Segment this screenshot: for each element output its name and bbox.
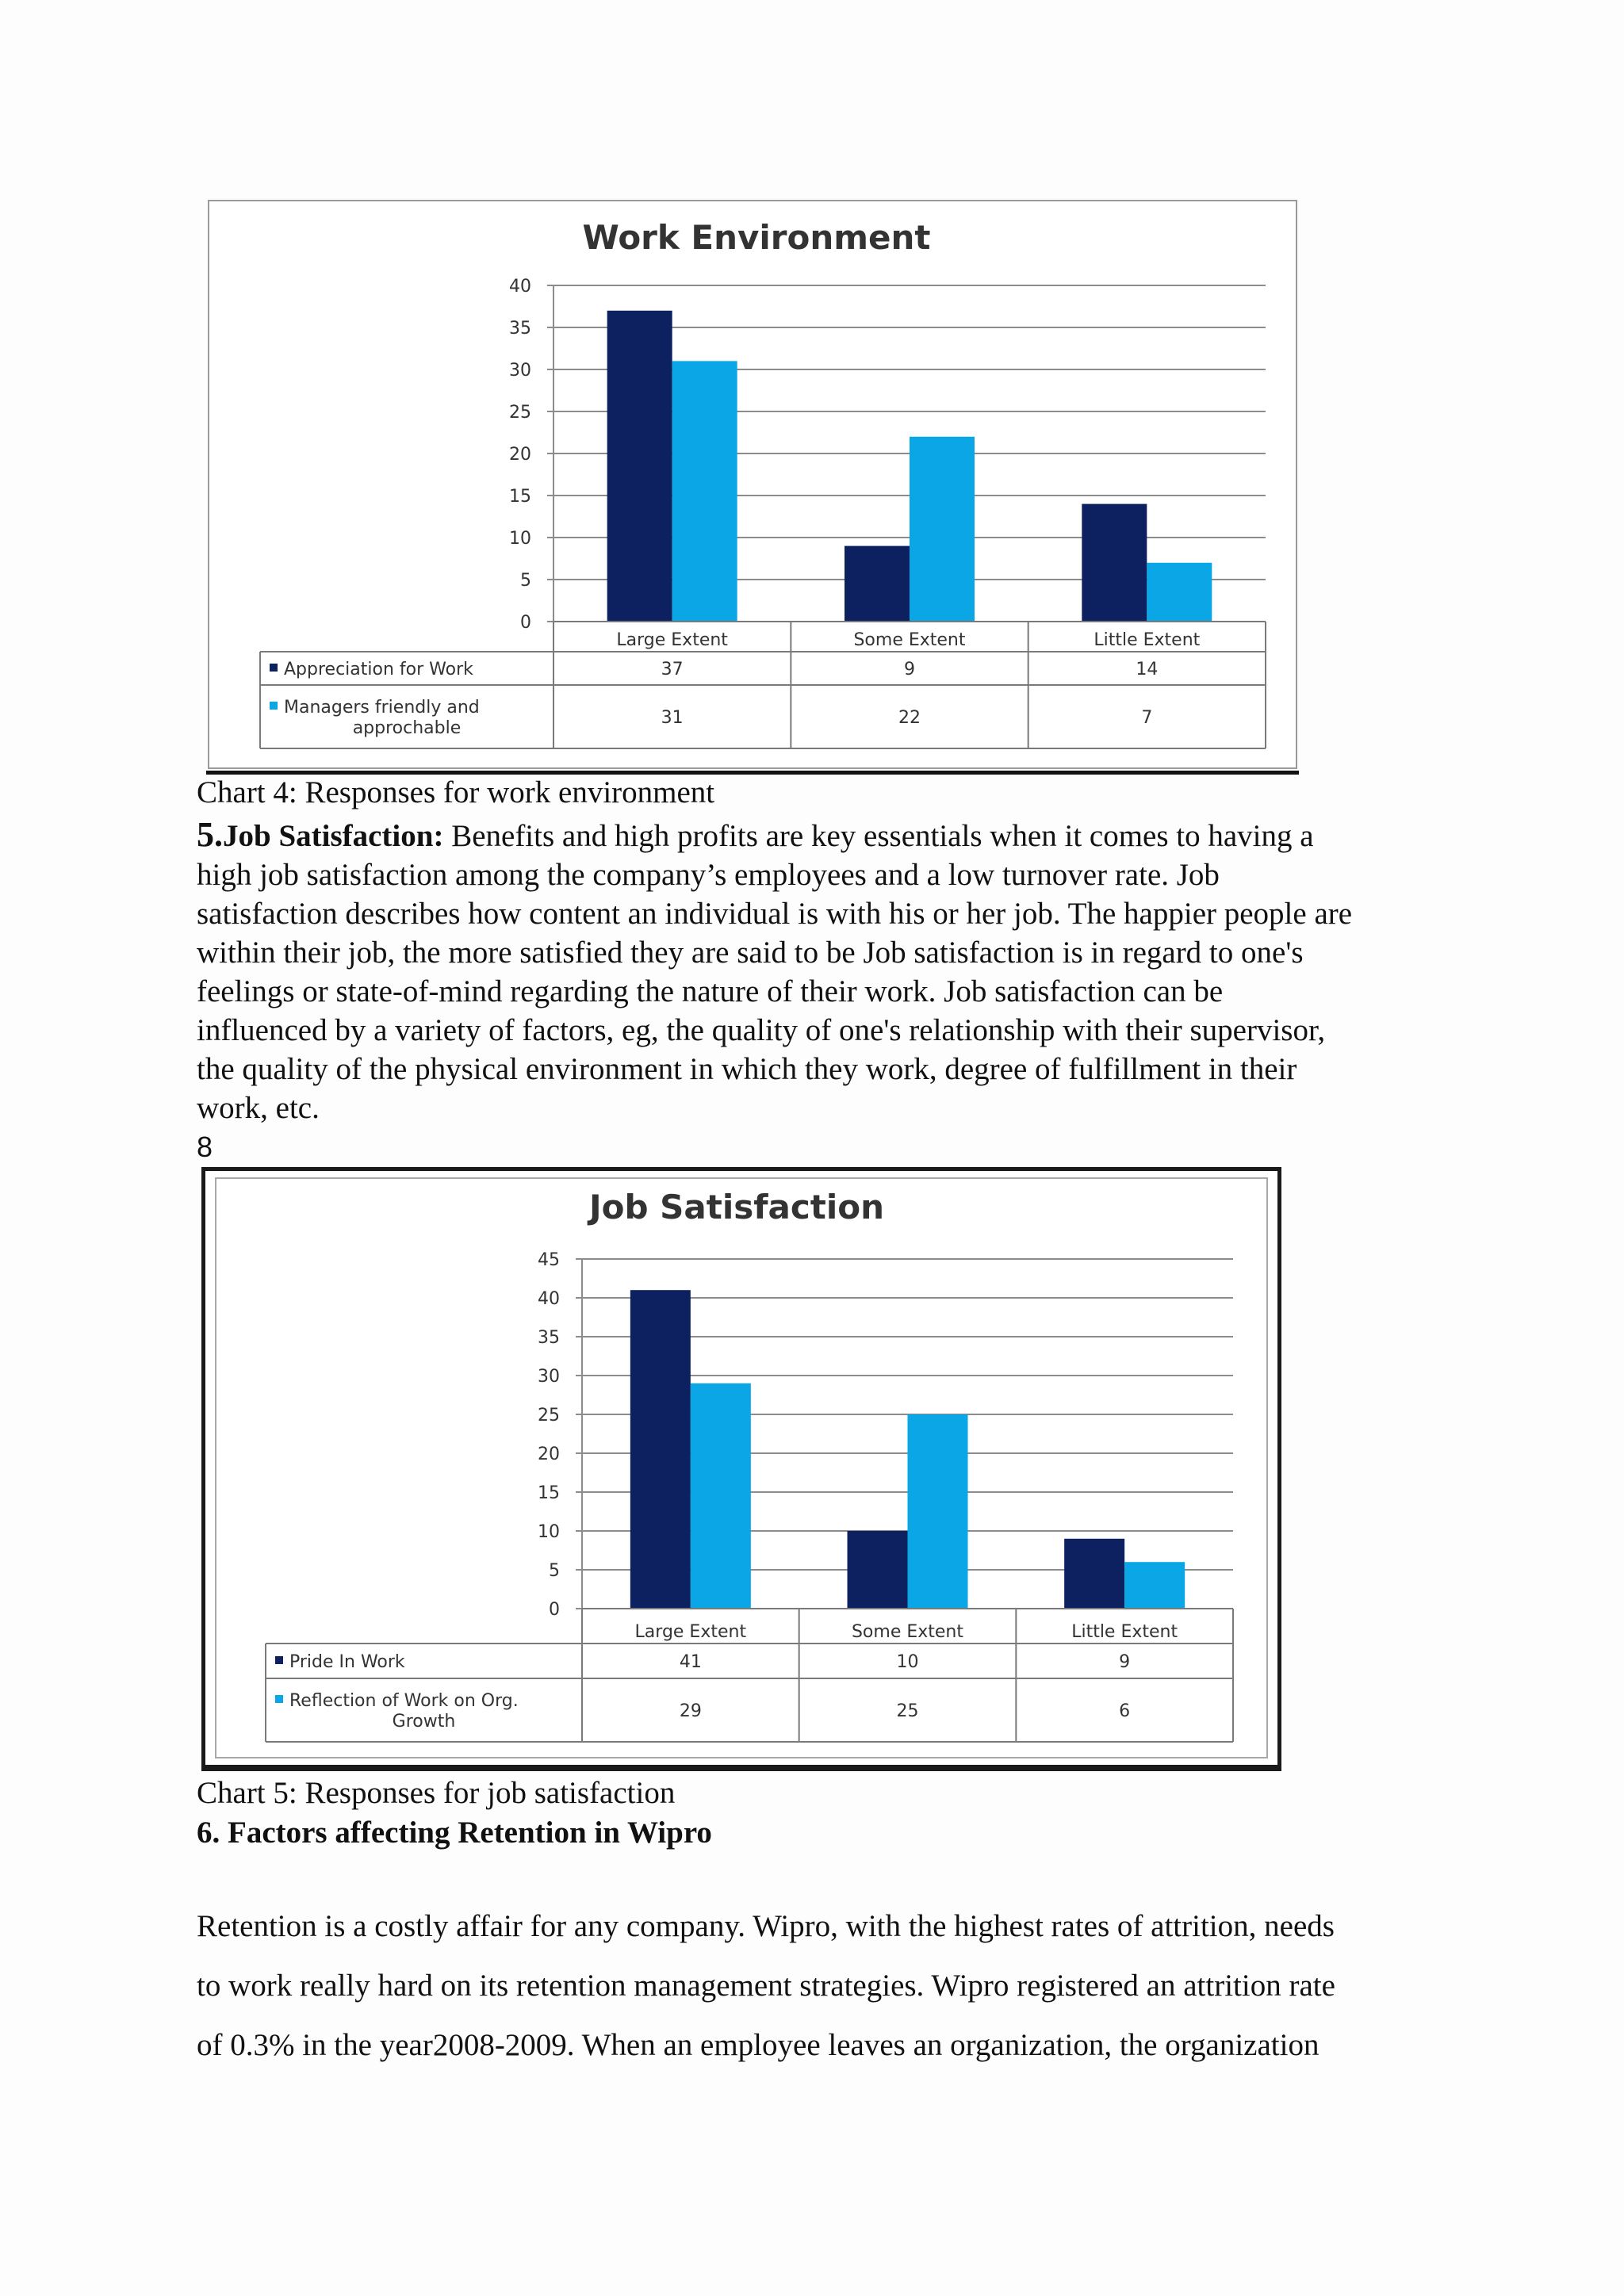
- bar-series1: [1064, 1539, 1124, 1609]
- x-category-label: Little Extent: [1094, 630, 1201, 650]
- x-category-label: Little Extent: [1071, 1622, 1178, 1642]
- work-environment-chart: [208, 200, 1297, 769]
- legend-label: Managers friendly and: [284, 698, 480, 718]
- y-tick-label: 0: [520, 613, 531, 633]
- legend-marker-icon: [270, 664, 278, 672]
- section6-heading: 6. Factors affecting Retention in Wipro: [197, 1816, 712, 1850]
- job-satisfaction-chart-svg: [205, 1171, 1277, 1765]
- x-category-label: Large Extent: [616, 630, 728, 650]
- data-table-value: 7: [1141, 708, 1153, 728]
- y-tick-label: 35: [538, 1328, 560, 1348]
- y-tick-label: 20: [538, 1445, 560, 1464]
- y-tick-label: 0: [549, 1600, 560, 1620]
- y-tick-label: 5: [520, 571, 531, 591]
- bar-series2: [1124, 1562, 1185, 1609]
- bar-series2: [672, 361, 737, 622]
- data-table-value: 14: [1136, 660, 1159, 679]
- legend-marker-icon: [270, 702, 278, 710]
- section6-paragraph: [197, 1896, 1429, 2075]
- data-table-value: 41: [679, 1652, 702, 1672]
- y-tick-label: 40: [509, 277, 531, 297]
- section5-number: 5.: [197, 815, 223, 854]
- legend-marker-icon: [275, 1695, 283, 1703]
- y-tick-label: 10: [538, 1522, 560, 1542]
- y-tick-label: 35: [509, 319, 531, 339]
- y-tick-label: 15: [509, 487, 531, 507]
- y-tick-label: 25: [538, 1406, 560, 1425]
- page-number: 8: [197, 1131, 213, 1163]
- bar-series1: [630, 1290, 691, 1609]
- chart4-caption: Chart 4: Responses for work environment: [197, 775, 715, 809]
- data-table-value: 10: [896, 1652, 919, 1672]
- chart-title: Work Environment: [582, 218, 931, 257]
- section5-line: Benefits and high profits are key essentials when it comes to having a: [443, 819, 1314, 853]
- chart-title: Job Satisfaction: [589, 1188, 884, 1226]
- bar-series2: [910, 437, 975, 622]
- section5-paragraph: [197, 815, 1434, 1127]
- bar-series1: [845, 546, 910, 622]
- section5-line: feelings or state-of-mind regarding the nature of their work. Job satisfaction can be: [197, 974, 1224, 1008]
- job-satisfaction-chart: [201, 1167, 1281, 1771]
- data-table-value: 25: [896, 1701, 919, 1721]
- section5-line: high job satisfaction among the company’s employees and a low turnover rate. Job: [197, 858, 1220, 892]
- bar-series2: [908, 1414, 968, 1609]
- bar-series1: [1082, 504, 1147, 622]
- work-environment-chart-svg: [209, 201, 1296, 767]
- bar-series1: [848, 1531, 908, 1609]
- legend-label: Appreciation for Work: [284, 660, 473, 679]
- data-table-value: 6: [1119, 1701, 1131, 1721]
- data-table-value: 37: [661, 660, 684, 679]
- data-table-value: 9: [904, 660, 915, 679]
- data-table-value: 29: [679, 1701, 702, 1721]
- section6-line: to work really hard on its retention management strategies. Wipro registered an attrition rate: [197, 1969, 1335, 2003]
- y-tick-label: 5: [549, 1561, 560, 1581]
- bar-series2: [1147, 563, 1212, 622]
- bar-series1: [607, 311, 672, 622]
- y-tick-label: 20: [509, 445, 531, 465]
- section5-line: the quality of the physical environment in which they work, degree of fulfillment in their: [197, 1052, 1297, 1086]
- section5-line: influenced by a variety of factors, eg, the quality of one's relationship with their supervisor,: [197, 1013, 1326, 1047]
- section5-line: satisfaction describes how content an individual is with his or her job. The happier people are: [197, 897, 1353, 931]
- x-category-label: Some Extent: [853, 630, 966, 650]
- section5-line: work, etc.: [197, 1091, 320, 1125]
- chart5-caption: Chart 5: Responses for job satisfaction: [197, 1776, 676, 1810]
- x-category-label: Large Extent: [634, 1622, 747, 1642]
- legend-label: approchable: [352, 718, 462, 738]
- data-table-value: 22: [898, 708, 921, 728]
- legend-label: Growth: [392, 1712, 456, 1732]
- section5-line: within their job, the more satisfied they are said to be Job satisfaction is in regard to one's: [197, 936, 1304, 970]
- x-category-label: Some Extent: [851, 1622, 964, 1642]
- y-tick-label: 15: [538, 1483, 560, 1503]
- y-tick-label: 40: [538, 1289, 560, 1309]
- legend-label: Pride In Work: [289, 1652, 405, 1672]
- data-table-value: 9: [1119, 1652, 1131, 1672]
- y-tick-label: 45: [538, 1250, 560, 1270]
- section6-line: of 0.3% in the year2008-2009. When an employee leaves an organization, the organization: [197, 2028, 1320, 2062]
- legend-label: Reflection of Work on Org.: [289, 1691, 519, 1711]
- y-tick-label: 25: [509, 403, 531, 423]
- data-table-value: 31: [661, 708, 684, 728]
- legend-marker-icon: [275, 1656, 283, 1664]
- y-tick-label: 10: [509, 529, 531, 549]
- section6-line: Retention is a costly affair for any company. Wipro, with the highest rates of attrition, needs: [197, 1909, 1335, 1943]
- section5-heading: Job Satisfaction:: [223, 819, 444, 853]
- bar-series2: [691, 1383, 751, 1609]
- y-tick-label: 30: [509, 361, 531, 381]
- y-tick-label: 30: [538, 1367, 560, 1387]
